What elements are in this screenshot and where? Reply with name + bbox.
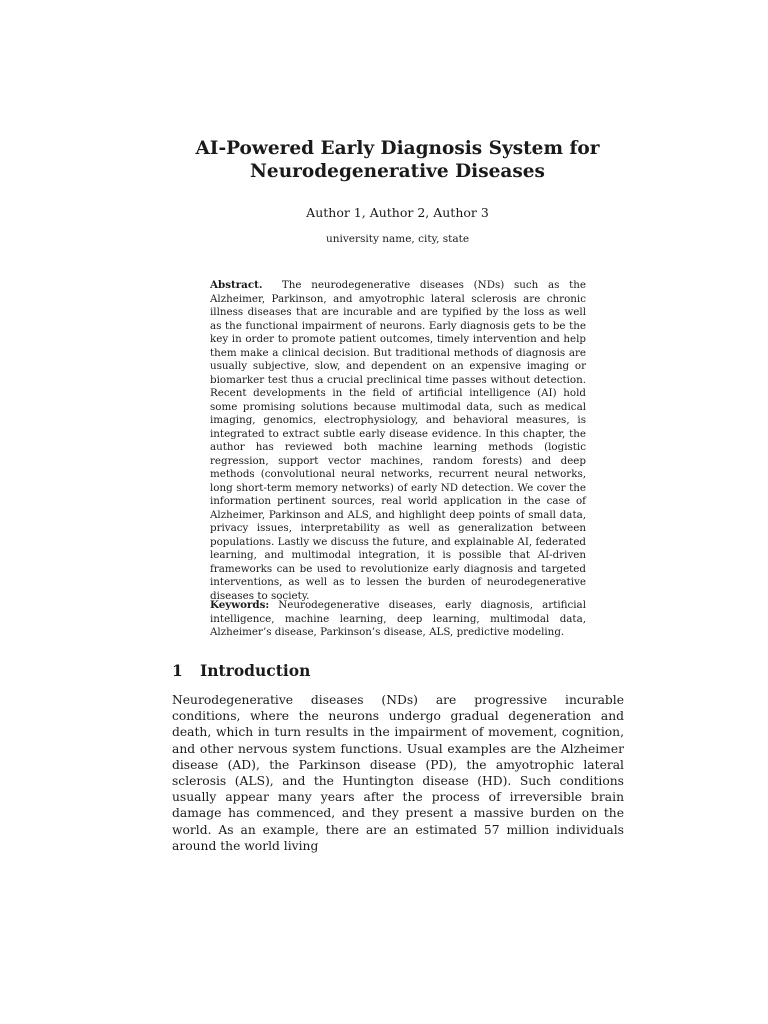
keywords-label: Keywords: xyxy=(210,599,270,611)
keywords-text: Neurodegenerative diseases, early diagnosis, artificial intelligence, machine learning, deep learning, multimodal data, Alzheimer’s disease, Parkinson’s disease, ALS, predictive modeling. xyxy=(210,599,586,638)
affiliation: university name, city, state xyxy=(325,233,470,245)
introduction-paragraph: Neurodegenerative diseases (NDs) are progressive incurable conditions, where the neurons undergo gradual degeneration and death, which in turn results in the impairment of movement, cognition, and other nervous system functions. Usual examples are the Alzheimer disease (AD), the Parkinson disease (PD), the amyotrophic lateral sclerosis (ALS), and the Huntington disease (HD). Such conditions usually appear many years after the process of irreversible brain damage has commenced, and they present a massive burden on the world. As an example, there are an estimated 57 million individuals around the world living xyxy=(172,693,624,853)
paper-title-line-1: AI-Powered Early Diagnosis System for xyxy=(195,138,600,159)
abstract-text: The neurodegenerative diseases (NDs) such as the Alzheimer, Parkinson, and amyotrophic lateral sclerosis are chronic illness diseases that are incurable and are typified by the loss as well as the functional impairment of neurons. Early diagnosis gets to be the key in order to promote patient outcomes, timely intervention and help them make a clinical decision. But traditional methods of diagnosis are usually subjective, slow, and dependent on an expensive imaging or biomarker test thus a crucial preclinical time passes without detection. Recent developments in the field of artificial intelligence (AI) hold some promising solutions because multimodal data, such as medical imaging, genomics, electrophysiology, and behavioral measures, is integrated to extract subtle early disease evidence. In this chapter, the author has reviewed both machine learning methods (logistic regression, support vector machines, random forests) and deep methods (convolutional neural networks, recurrent neural networks, long short-term memory networks) of early ND detection. We cover the information pertinent sources, real world application in the case of Alzheimer, Parkinson and ALS, and highlight deep points of small data, privacy issues, interpretability as well as generalization between populations. Lastly we discuss the future, and explainable AI, federated learning, and multimodal integration, it is possible that AI-driven frameworks can be used to revolutionize early diagnosis and targeted interventions, as well as to lessen the burden of neurodegenerative diseases to society. xyxy=(210,279,586,602)
section-title: Introduction xyxy=(200,661,311,680)
keywords xyxy=(210,599,586,640)
abstract xyxy=(210,279,586,603)
paper-title xyxy=(120,137,675,183)
author-list: Author 1, Author 2, Author 3 xyxy=(306,205,489,220)
section-heading-introduction xyxy=(172,661,632,681)
paper-title-line-2: Neurodegenerative Diseases xyxy=(250,161,545,182)
section-number: 1 xyxy=(172,661,183,680)
abstract-label: Abstract. xyxy=(210,279,263,291)
